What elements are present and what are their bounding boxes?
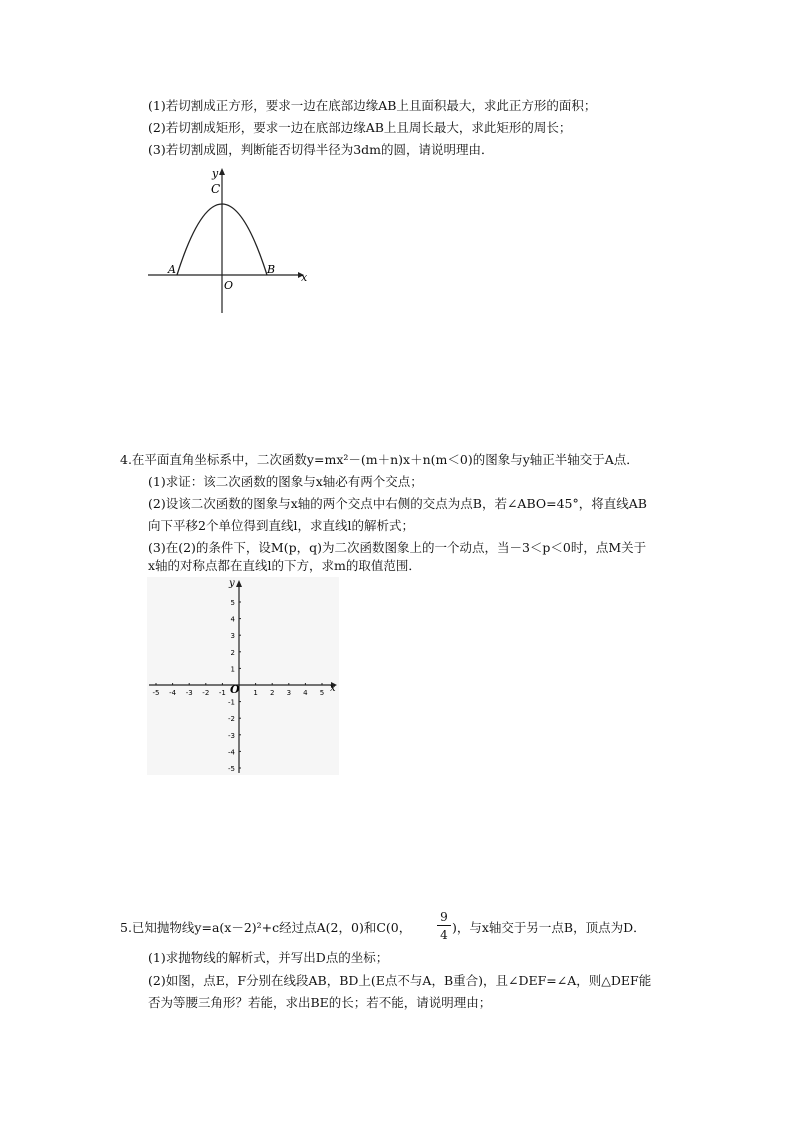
x-tick-label: -2: [202, 689, 210, 697]
y-tick-label: 1: [230, 665, 235, 674]
p4-stem: 4.在平面直角坐标系中，二次函数y=mx²－(m＋n)x＋n(m＜0)的图象与y轴正半轴交于A点．: [120, 452, 639, 467]
y-tick-label: 3: [230, 632, 235, 641]
x-tick-label: 3: [286, 689, 292, 697]
parabola-figure: [140, 163, 310, 318]
y-arrow-icon: [219, 168, 225, 175]
fraction-bar: [437, 925, 451, 926]
p3-question-1: (1)若切割成正方形，要求一边在底部边缘AB上且面积最大，求此正方形的面积；: [148, 98, 597, 113]
p4-question-2-line-1: (2)设该二次函数的图象与x轴的两个交点中右侧的交点为点B，若∠ABO=45°，将直线AB: [148, 496, 647, 511]
point-b-label: B: [267, 263, 276, 276]
y-tick-label: 2: [230, 648, 235, 657]
p4-question-3-line-1: (3)在(2)的条件下，设M(p，q)为二次函数图象上的一个动点，当－3＜p＜0时，点M关于: [148, 540, 647, 555]
origin-label: O: [224, 279, 234, 292]
point-a-label: A: [168, 263, 176, 276]
x-tick-label: 5: [319, 689, 325, 697]
x-axis-label: x: [301, 271, 308, 284]
grid-x-label: x: [330, 683, 336, 694]
p4-question-1: (1)求证：该二次函数的图象与x轴必有两个交点；: [148, 474, 423, 489]
y-tick-label: 4: [230, 615, 235, 624]
p5-question-1: (1)求抛物线的解析式，并写出D点的坐标；: [148, 950, 389, 965]
grid-background: [147, 577, 339, 775]
x-tick-label: 4: [303, 689, 308, 697]
p4-question-3-line-2: x轴的对称点都在直线l的下方，求m的取值范围．: [148, 558, 421, 573]
p5-stem-part-a: [120, 920, 411, 936]
p5-question-2-line-1: (2)如图，点E，F分别在线段AB，BD上(E点不与A，B重合)，且∠DEF=∠A，则△DEF能: [148, 973, 652, 988]
y-tick-label: -3: [228, 731, 235, 740]
p3-question-3: (3)若切割成圆，判断能否切得半径为3dm的圆，请说明理由．: [148, 142, 494, 157]
p5-stem-text-a: 5.已知抛物线y=a(x－2)²+c经过点A(2，0)和C(0，: [120, 920, 412, 935]
x-tick-label: 1: [253, 689, 258, 697]
y-tick-label: 5: [230, 599, 235, 607]
p4-question-2-line-2: 向下平移2个单位得到直线l，求直线l的解析式；: [148, 518, 414, 533]
fraction-numerator: 9: [440, 910, 448, 924]
y-tick-label: -1: [228, 698, 235, 707]
y-axis-label: y: [212, 167, 219, 180]
grid-y-label: y: [229, 578, 235, 589]
x-tick-label: -4: [169, 689, 177, 697]
p5-question-2-line-2: 否为等腰三角形？若能，求出BE的长；若不能，请说明理由；: [148, 995, 492, 1010]
y-tick-label: -4: [228, 748, 235, 757]
grid-origin-label: O: [230, 683, 240, 696]
x-tick-label: -3: [185, 689, 193, 697]
coordinate-grid: [147, 577, 339, 775]
fraction-denominator: 4: [440, 928, 448, 942]
x-tick-label: -1: [218, 689, 226, 697]
point-c-label: C: [211, 182, 221, 196]
p3-question-2: (2)若切割成矩形，要求一边在底部边缘AB上且周长最大，求此矩形的周长；: [148, 120, 572, 135]
x-tick-label: 2: [269, 689, 275, 697]
y-tick-label: -2: [228, 715, 235, 724]
x-tick-label: -5: [152, 689, 160, 697]
y-tick-label: -5: [228, 765, 235, 773]
p5-stem-part-b: )，与x轴交于另一点B，顶点为D．: [452, 920, 646, 935]
